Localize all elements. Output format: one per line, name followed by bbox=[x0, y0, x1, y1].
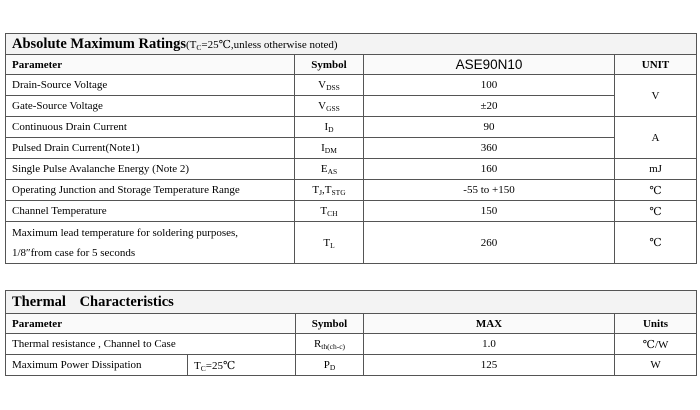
header-units: Units bbox=[615, 314, 697, 334]
symbol-cell: $V_{GSS}$ bbox=[295, 96, 364, 117]
value-cell: 100 bbox=[364, 75, 615, 96]
table-title bbox=[6, 34, 697, 55]
table-row bbox=[6, 180, 697, 201]
header-row bbox=[6, 314, 697, 334]
table-row bbox=[6, 222, 697, 264]
thermal-characteristics-table bbox=[5, 290, 697, 376]
header-max: MAX bbox=[364, 314, 615, 334]
param-cell: Maximum Power Dissipation bbox=[6, 355, 188, 376]
param-cell: Pulsed Drain Current(Note1) bbox=[6, 138, 295, 159]
table-title-note: ($T_C=25℃,unless$ otherwise noted) bbox=[186, 38, 338, 52]
unit-cell: W bbox=[615, 355, 697, 376]
unit-cell: V bbox=[615, 75, 697, 117]
unit-cell: ℃ bbox=[615, 222, 697, 264]
unit-cell: ℃ bbox=[615, 201, 697, 222]
symbol-cell: $R_{th(ch-c)}$ bbox=[296, 334, 364, 355]
absolute-maximum-ratings-table bbox=[5, 33, 697, 264]
header-row bbox=[6, 55, 697, 75]
unit-cell: ℃/W bbox=[615, 334, 697, 355]
table-title bbox=[6, 291, 697, 314]
table-row bbox=[6, 355, 697, 376]
param-cell: Continuous Drain Current bbox=[6, 117, 295, 138]
param-cell: Drain-Source Voltage bbox=[6, 75, 295, 96]
param-cell: Maximum lead temperature for soldering purposes, 1/8″from case for 5 seconds bbox=[6, 222, 295, 264]
header-symbol: Symbol bbox=[296, 314, 364, 334]
table-row bbox=[6, 96, 697, 117]
param-cell: Thermal resistance , Channel to Case bbox=[6, 334, 296, 355]
value-cell: 150 bbox=[364, 201, 615, 222]
symbol-cell: $V_{DSS}$ bbox=[295, 75, 364, 96]
symbol-cell: $T_L$ bbox=[295, 222, 364, 264]
symbol-cell: $I_{DM}$ bbox=[295, 138, 364, 159]
table-title-text: Absolute Maximum Ratings bbox=[12, 35, 187, 52]
value-cell: 360 bbox=[364, 138, 615, 159]
symbol-cell: $T_J,T_{STG}$ bbox=[295, 180, 364, 201]
table-title-row bbox=[6, 291, 697, 314]
header-parameter: Parameter bbox=[6, 314, 296, 334]
symbol-cell: $E_{AS}$ bbox=[295, 159, 364, 180]
value-cell: 125 bbox=[364, 355, 615, 376]
value-cell: -55 to +150 bbox=[364, 180, 615, 201]
value-cell: 90 bbox=[364, 117, 615, 138]
value-cell: 160 bbox=[364, 159, 615, 180]
param-cell: Operating Junction and Storage Temperature Range bbox=[6, 180, 295, 201]
unit-cell: ℃ bbox=[615, 180, 697, 201]
symbol-cell: $P_D$ bbox=[296, 355, 364, 376]
header-unit: UNIT bbox=[615, 55, 697, 75]
unit-cell: mJ bbox=[615, 159, 697, 180]
param-cell: Single Pulse Avalanche Energy (Note 2) bbox=[6, 159, 295, 180]
table-row bbox=[6, 159, 697, 180]
value-cell: 260 bbox=[364, 222, 615, 264]
table-title-row bbox=[6, 34, 697, 55]
table-row bbox=[6, 334, 697, 355]
header-parameter: Parameter bbox=[6, 55, 295, 75]
header-symbol: Symbol bbox=[295, 55, 364, 75]
condition-cell: $T_C=25℃$ bbox=[188, 355, 296, 376]
unit-cell: A bbox=[615, 117, 697, 159]
table-row bbox=[6, 138, 697, 159]
table-title-text: Thermal Characteristics bbox=[12, 293, 174, 310]
param-cell: Gate-Source Voltage bbox=[6, 96, 295, 117]
value-cell: 1.0 bbox=[364, 334, 615, 355]
value-cell: ±20 bbox=[364, 96, 615, 117]
symbol-cell: $T_{CH}$ bbox=[295, 201, 364, 222]
table-row bbox=[6, 75, 697, 96]
symbol-cell: $I_D$ bbox=[295, 117, 364, 138]
table-row bbox=[6, 117, 697, 138]
header-part-number: ASE90N10 bbox=[364, 55, 615, 75]
param-cell: Channel Temperature bbox=[6, 201, 295, 222]
table-row bbox=[6, 201, 697, 222]
